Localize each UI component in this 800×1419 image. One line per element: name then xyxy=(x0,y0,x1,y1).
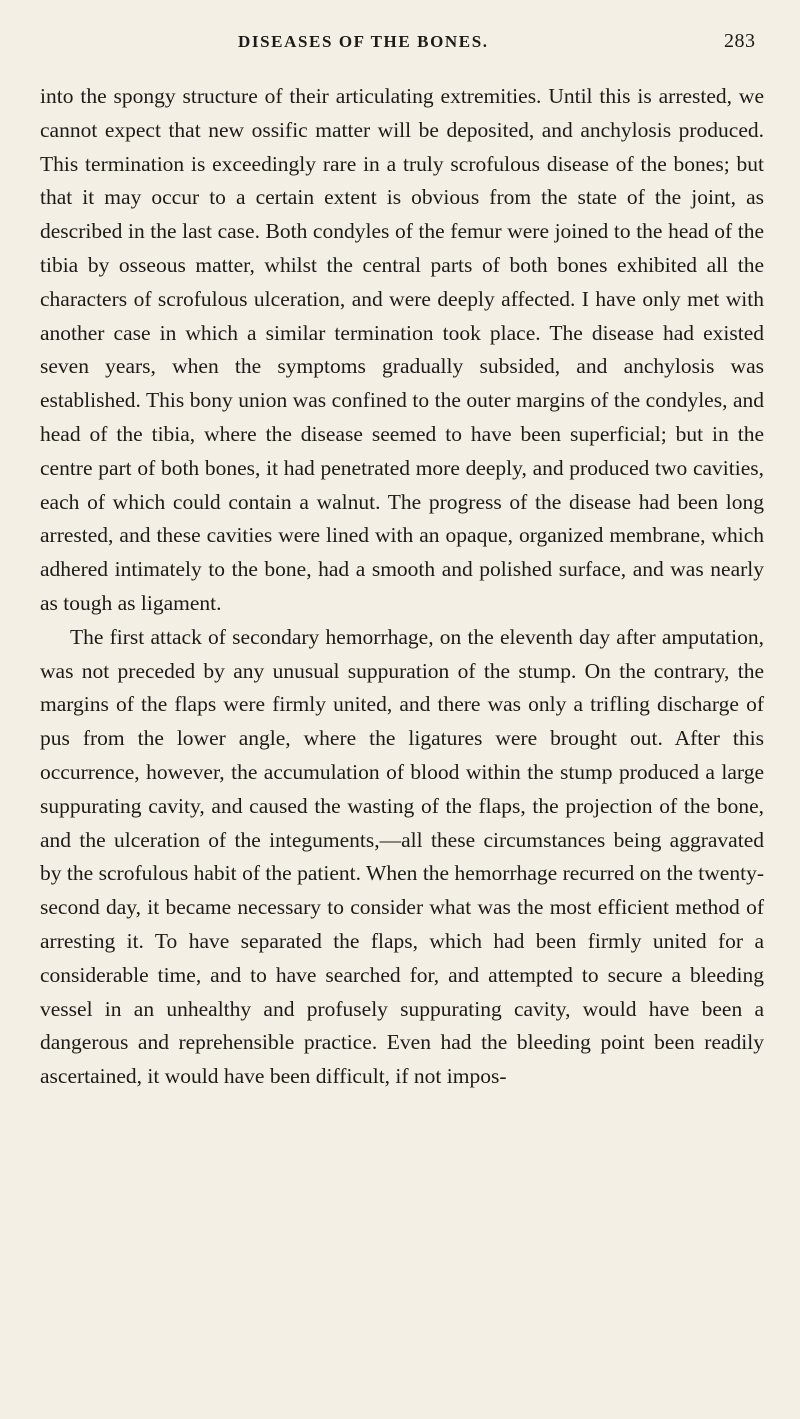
body-text xyxy=(40,80,764,1094)
page-number: 283 xyxy=(724,30,756,52)
paragraph-secondary-hemorrhage: The first attack of secondary hemorrhage, on the eleventh day after amputation, was not preceded by any unusual suppuration of the stump. On the contrary, the margins of the flaps were firmly united, and there was only a trifling discharge of pus from the lower angle, where the ligatures were brought out. After this occurrence, however, the accumulation of blood within the stump produced a large suppurating cavity, and caused the wasting of the flaps, the projection of the bone, and the ulceration of the integuments,—all these circumstances being aggravated by the scrofulous habit of the patient. When the hemorrhage recurred on the twenty-second day, it became necessary to consider what was the most efficient method of arresting it. To have separated the flaps, which had been firmly united for a considerable time, and to have searched for, and attempted to secure a bleeding vessel in an unhealthy and profusely suppurating cavity, would have been a dangerous and reprehensible practice. Even had the bleeding point been readily ascertained, it would have been difficult, if not impos- xyxy=(40,624,764,1089)
paragraph-continuation: into the spongy structure of their articulating extremities. Until this is arrested, we cannot expect that new ossific matter will be deposited, and anchylosis produced. This termination is exceedingly rare in a truly scrofulous disease of the bones; but that it may occur to a certain extent is obvious from the state of the joint, as described in the last case. Both condyles of the femur were joined to the head of the tibia by osseous matter, whilst the central parts of both bones exhibited all the characters of scrofulous ulceration, and were deeply affected. I have only met with another case in which a similar termination took place. The disease had existed seven years, when the symptoms gradually subsided, and anchylosis was established. This bony union was confined to the outer margins of the condyles, and head of the tibia, where the disease seemed to have been superficial; but in the centre part of both bones, it had penetrated more deeply, and produced two cavities, each of which could contain a walnut. The progress of the disease had been long arrested, and these cavities were lined with an opaque, organized membrane, which adhered intimately to the bone, had a smooth and polished surface, and was nearly as tough as ligament. xyxy=(40,84,764,615)
page-header xyxy=(0,26,800,60)
running-head: DISEASES OF THE BONES. xyxy=(238,32,489,51)
